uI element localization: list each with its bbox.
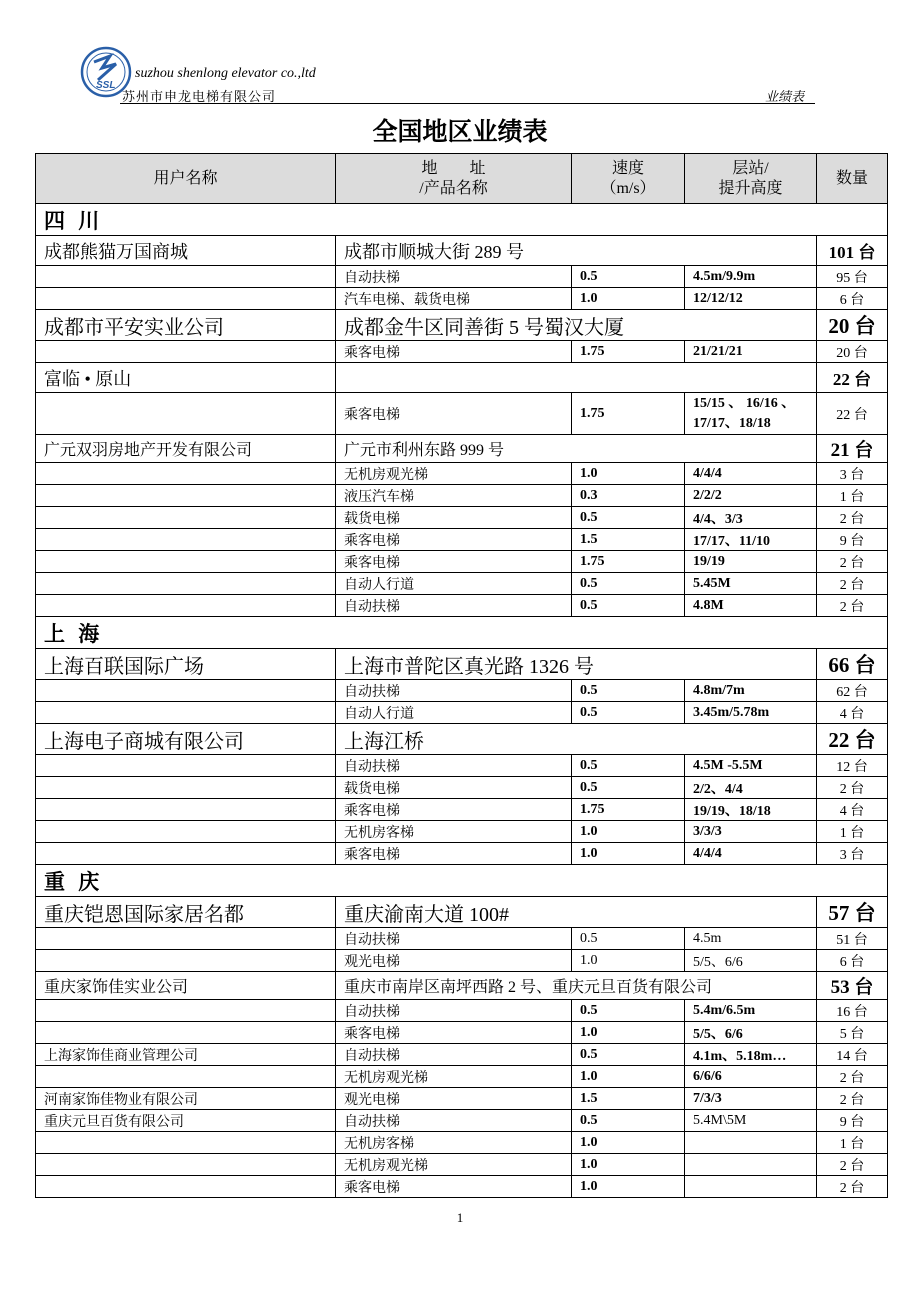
product-row <box>36 843 888 865</box>
client-address: 广元市利州东路 999 号 <box>336 435 817 463</box>
client-row <box>36 236 888 266</box>
product-floors: 5.4m/6.5m <box>685 1000 817 1022</box>
product-name: 观光电梯 <box>336 1088 572 1110</box>
floors-line: 15/15 、 16/16 、 <box>693 395 796 411</box>
product-speed: 0.5 <box>572 777 685 799</box>
product-quantity: 1 台 <box>817 1132 888 1154</box>
product-speed: 0.5 <box>572 266 685 288</box>
product-quantity: 22 台 <box>817 393 888 435</box>
product-name: 汽车电梯、载货电梯 <box>336 288 572 310</box>
product-name: 乘客电梯 <box>336 843 572 865</box>
product-client: 上海家饰佳商业管理公司 <box>36 1044 336 1066</box>
product-speed: 1.0 <box>572 288 685 310</box>
product-name: 乘客电梯 <box>336 529 572 551</box>
product-quantity: 4 台 <box>817 702 888 724</box>
product-client <box>36 507 336 529</box>
product-quantity: 3 台 <box>817 463 888 485</box>
product-floors: 5.45M <box>685 573 817 595</box>
product-client <box>36 777 336 799</box>
region-name: 重 庆 <box>36 865 888 897</box>
client-row <box>36 363 888 393</box>
client-address: 成都市顺城大街 289 号 <box>336 236 817 266</box>
product-speed: 1.0 <box>572 1154 685 1176</box>
product-quantity: 2 台 <box>817 595 888 617</box>
product-client <box>36 950 336 972</box>
client-address: 重庆市南岸区南坪西路 2 号、重庆元旦百货有限公司 <box>336 972 817 1000</box>
product-quantity: 2 台 <box>817 777 888 799</box>
client-row <box>36 310 888 341</box>
product-speed: 1.0 <box>572 1132 685 1154</box>
region-row <box>36 617 888 649</box>
product-speed: 0.5 <box>572 1000 685 1022</box>
product-row <box>36 680 888 702</box>
product-name: 乘客电梯 <box>336 393 572 435</box>
region-row <box>36 865 888 897</box>
product-row <box>36 288 888 310</box>
product-name: 自动扶梯 <box>336 595 572 617</box>
product-speed: 0.5 <box>572 1044 685 1066</box>
product-name: 自动扶梯 <box>336 266 572 288</box>
product-name: 无机房观光梯 <box>336 463 572 485</box>
product-speed: 0.5 <box>572 507 685 529</box>
product-name: 自动人行道 <box>336 702 572 724</box>
product-floors: 7/3/3 <box>685 1088 817 1110</box>
product-client <box>36 341 336 363</box>
product-floors: 4.8M <box>685 595 817 617</box>
client-row <box>36 972 888 1000</box>
product-client <box>36 1022 336 1044</box>
product-row <box>36 1044 888 1066</box>
region-name: 四 川 <box>36 204 888 236</box>
product-name: 液压汽车梯 <box>336 485 572 507</box>
product-name: 无机房观光梯 <box>336 1154 572 1176</box>
product-client <box>36 393 336 435</box>
client-address: 上海市普陀区真光路 1326 号 <box>336 649 817 680</box>
client-quantity: 22 台 <box>817 363 888 393</box>
product-speed: 1.75 <box>572 551 685 573</box>
product-speed: 1.0 <box>572 1176 685 1198</box>
product-row <box>36 341 888 363</box>
document-label: 业绩表 <box>765 89 805 104</box>
product-row <box>36 702 888 724</box>
product-row <box>36 1000 888 1022</box>
product-row <box>36 551 888 573</box>
client-row <box>36 724 888 755</box>
product-quantity: 4 台 <box>817 799 888 821</box>
product-quantity: 95 台 <box>817 266 888 288</box>
client-name: 富临 • 原山 <box>36 363 336 393</box>
product-speed: 0.5 <box>572 680 685 702</box>
product-name: 乘客电梯 <box>336 341 572 363</box>
product-row <box>36 755 888 777</box>
product-quantity: 20 台 <box>817 341 888 363</box>
product-quantity: 2 台 <box>817 1176 888 1198</box>
product-quantity: 1 台 <box>817 485 888 507</box>
product-row <box>36 1154 888 1176</box>
product-client <box>36 702 336 724</box>
floors-line: 17/17、18/18 <box>693 415 771 431</box>
client-address: 重庆渝南大道 100# <box>336 897 817 928</box>
product-floors: 4.5m <box>685 928 817 950</box>
product-client <box>36 266 336 288</box>
region-name: 上 海 <box>36 617 888 649</box>
product-quantity: 9 台 <box>817 1110 888 1132</box>
product-quantity: 9 台 <box>817 529 888 551</box>
product-speed: 1.0 <box>572 1066 685 1088</box>
product-speed: 1.0 <box>572 463 685 485</box>
client-quantity: 53 台 <box>817 972 888 1000</box>
product-row <box>36 821 888 843</box>
product-row <box>36 1088 888 1110</box>
product-speed: 0.5 <box>572 702 685 724</box>
product-name: 自动扶梯 <box>336 1110 572 1132</box>
product-name: 自动扶梯 <box>336 680 572 702</box>
product-floors: 4/4、3/3 <box>685 507 817 529</box>
product-client <box>36 1176 336 1198</box>
performance-table <box>35 153 888 1198</box>
product-quantity: 51 台 <box>817 928 888 950</box>
logo-text: SSL <box>96 80 116 91</box>
region-row <box>36 204 888 236</box>
product-client: 河南家饰佳物业有限公司 <box>36 1088 336 1110</box>
client-name: 广元双羽房地产开发有限公司 <box>36 435 336 463</box>
product-quantity: 1 台 <box>817 821 888 843</box>
product-speed: 1.0 <box>572 950 685 972</box>
product-client <box>36 463 336 485</box>
product-quantity: 3 台 <box>817 843 888 865</box>
product-floors <box>685 1132 817 1154</box>
client-quantity: 57 台 <box>817 897 888 928</box>
client-row <box>36 897 888 928</box>
product-row <box>36 529 888 551</box>
product-floors: 4.1m、5.18m… <box>685 1044 817 1066</box>
product-speed: 1.0 <box>572 1022 685 1044</box>
product-floors: 4.5m/9.9m <box>685 266 817 288</box>
product-client <box>36 928 336 950</box>
product-floors: 17/17、11/10 <box>685 529 817 551</box>
product-floors: 3.45m/5.78m <box>685 702 817 724</box>
product-quantity: 2 台 <box>817 1154 888 1176</box>
product-name: 自动人行道 <box>336 573 572 595</box>
product-name: 乘客电梯 <box>336 799 572 821</box>
product-speed: 0.5 <box>572 928 685 950</box>
product-client <box>36 1132 336 1154</box>
product-name: 自动扶梯 <box>336 928 572 950</box>
product-floors <box>685 1176 817 1198</box>
client-address: 成都金牛区同善街 5 号蜀汉大厦 <box>336 310 817 341</box>
product-floors: 2/2/2 <box>685 485 817 507</box>
product-name: 无机房客梯 <box>336 821 572 843</box>
product-name: 自动扶梯 <box>336 1000 572 1022</box>
client-quantity: 101 台 <box>817 236 888 266</box>
product-speed: 0.3 <box>572 485 685 507</box>
page-title: 全国地区业绩表 <box>372 119 548 146</box>
client-quantity: 22 台 <box>817 724 888 755</box>
product-name: 载货电梯 <box>336 507 572 529</box>
product-row <box>36 1110 888 1132</box>
product-name: 自动扶梯 <box>336 1044 572 1066</box>
product-speed: 1.75 <box>572 341 685 363</box>
product-row <box>36 507 888 529</box>
product-row <box>36 928 888 950</box>
product-quantity: 5 台 <box>817 1022 888 1044</box>
product-row <box>36 573 888 595</box>
product-quantity: 2 台 <box>817 507 888 529</box>
product-client <box>36 821 336 843</box>
product-quantity: 2 台 <box>817 1088 888 1110</box>
product-speed: 1.0 <box>572 821 685 843</box>
product-row <box>36 1066 888 1088</box>
product-name: 乘客电梯 <box>336 551 572 573</box>
product-floors: 4.5M -5.5M <box>685 755 817 777</box>
product-floors: 4.8m/7m <box>685 680 817 702</box>
product-row <box>36 799 888 821</box>
product-client <box>36 595 336 617</box>
product-name: 自动扶梯 <box>336 755 572 777</box>
product-floors: 21/21/21 <box>685 341 817 363</box>
product-client <box>36 1154 336 1176</box>
product-row <box>36 1176 888 1198</box>
product-speed: 0.5 <box>572 595 685 617</box>
product-client <box>36 288 336 310</box>
client-address: 上海江桥 <box>336 724 817 755</box>
client-row <box>36 649 888 680</box>
product-name: 乘客电梯 <box>336 1176 572 1198</box>
client-name: 重庆家饰佳实业公司 <box>36 972 336 1000</box>
product-client <box>36 573 336 595</box>
product-row <box>36 777 888 799</box>
product-floors: 5/5、6/6 <box>685 1022 817 1044</box>
product-client <box>36 680 336 702</box>
client-quantity: 21 台 <box>817 435 888 463</box>
product-quantity: 6 台 <box>817 950 888 972</box>
product-speed: 1.75 <box>572 393 685 435</box>
column-header-quantity: 数量 <box>817 154 888 204</box>
product-quantity: 16 台 <box>817 1000 888 1022</box>
product-client <box>36 1000 336 1022</box>
product-speed: 0.5 <box>572 1110 685 1132</box>
column-header-speed: 速度 （m/s） <box>572 154 685 204</box>
product-floors: 4/4/4 <box>685 463 817 485</box>
product-floors: 5/5、6/6 <box>685 950 817 972</box>
product-quantity: 14 台 <box>817 1044 888 1066</box>
header-divider <box>120 103 815 104</box>
product-speed: 0.5 <box>572 755 685 777</box>
product-client <box>36 1066 336 1088</box>
product-floors: 12/12/12 <box>685 288 817 310</box>
product-speed: 0.5 <box>572 573 685 595</box>
product-floors: 6/6/6 <box>685 1066 817 1088</box>
product-floors <box>685 393 817 435</box>
product-client <box>36 551 336 573</box>
product-row <box>36 1132 888 1154</box>
product-speed: 1.5 <box>572 529 685 551</box>
product-floors <box>685 1154 817 1176</box>
product-quantity: 62 台 <box>817 680 888 702</box>
product-row <box>36 595 888 617</box>
product-speed: 1.5 <box>572 1088 685 1110</box>
product-row <box>36 266 888 288</box>
page-number: 1 <box>456 1210 464 1225</box>
product-row <box>36 950 888 972</box>
client-quantity: 20 台 <box>817 310 888 341</box>
product-quantity: 6 台 <box>817 288 888 310</box>
product-client <box>36 755 336 777</box>
product-quantity: 12 台 <box>817 755 888 777</box>
product-quantity: 2 台 <box>817 551 888 573</box>
client-row <box>36 435 888 463</box>
product-row <box>36 485 888 507</box>
column-header-floors: 层站/ 提升高度 <box>685 154 817 204</box>
product-speed: 1.75 <box>572 799 685 821</box>
product-client: 重庆元旦百货有限公司 <box>36 1110 336 1132</box>
product-client <box>36 529 336 551</box>
client-name: 上海电子商城有限公司 <box>36 724 336 755</box>
product-quantity: 2 台 <box>817 1066 888 1088</box>
product-name: 无机房观光梯 <box>336 1066 572 1088</box>
client-name: 成都市平安实业公司 <box>36 310 336 341</box>
client-name: 上海百联国际广场 <box>36 649 336 680</box>
product-name: 乘客电梯 <box>336 1022 572 1044</box>
product-floors: 2/2、4/4 <box>685 777 817 799</box>
product-floors: 3/3/3 <box>685 821 817 843</box>
company-name-cn: 苏州市申龙电梯有限公司 <box>122 89 277 104</box>
column-header-client: 用户名称 <box>36 154 336 204</box>
product-client <box>36 799 336 821</box>
product-speed: 1.0 <box>572 843 685 865</box>
product-name: 载货电梯 <box>336 777 572 799</box>
client-address <box>336 363 817 393</box>
column-header-address: 地 址 /产品名称 <box>336 154 572 204</box>
product-floors: 19/19 <box>685 551 817 573</box>
client-name: 成都熊猫万国商城 <box>36 236 336 266</box>
product-client <box>36 843 336 865</box>
product-floors: 19/19、18/18 <box>685 799 817 821</box>
client-name: 重庆铠恩国际家居名都 <box>36 897 336 928</box>
product-floors: 4/4/4 <box>685 843 817 865</box>
client-quantity: 66 台 <box>817 649 888 680</box>
product-name: 观光电梯 <box>336 950 572 972</box>
product-floors: 5.4M\5M <box>685 1110 817 1132</box>
product-name: 无机房客梯 <box>336 1132 572 1154</box>
product-row <box>36 463 888 485</box>
product-quantity: 2 台 <box>817 573 888 595</box>
table-header-row <box>36 154 888 204</box>
product-row <box>36 1022 888 1044</box>
product-client <box>36 485 336 507</box>
company-name-en: suzhou shenlong elevator co.,ltd <box>135 66 316 81</box>
product-row <box>36 393 888 435</box>
